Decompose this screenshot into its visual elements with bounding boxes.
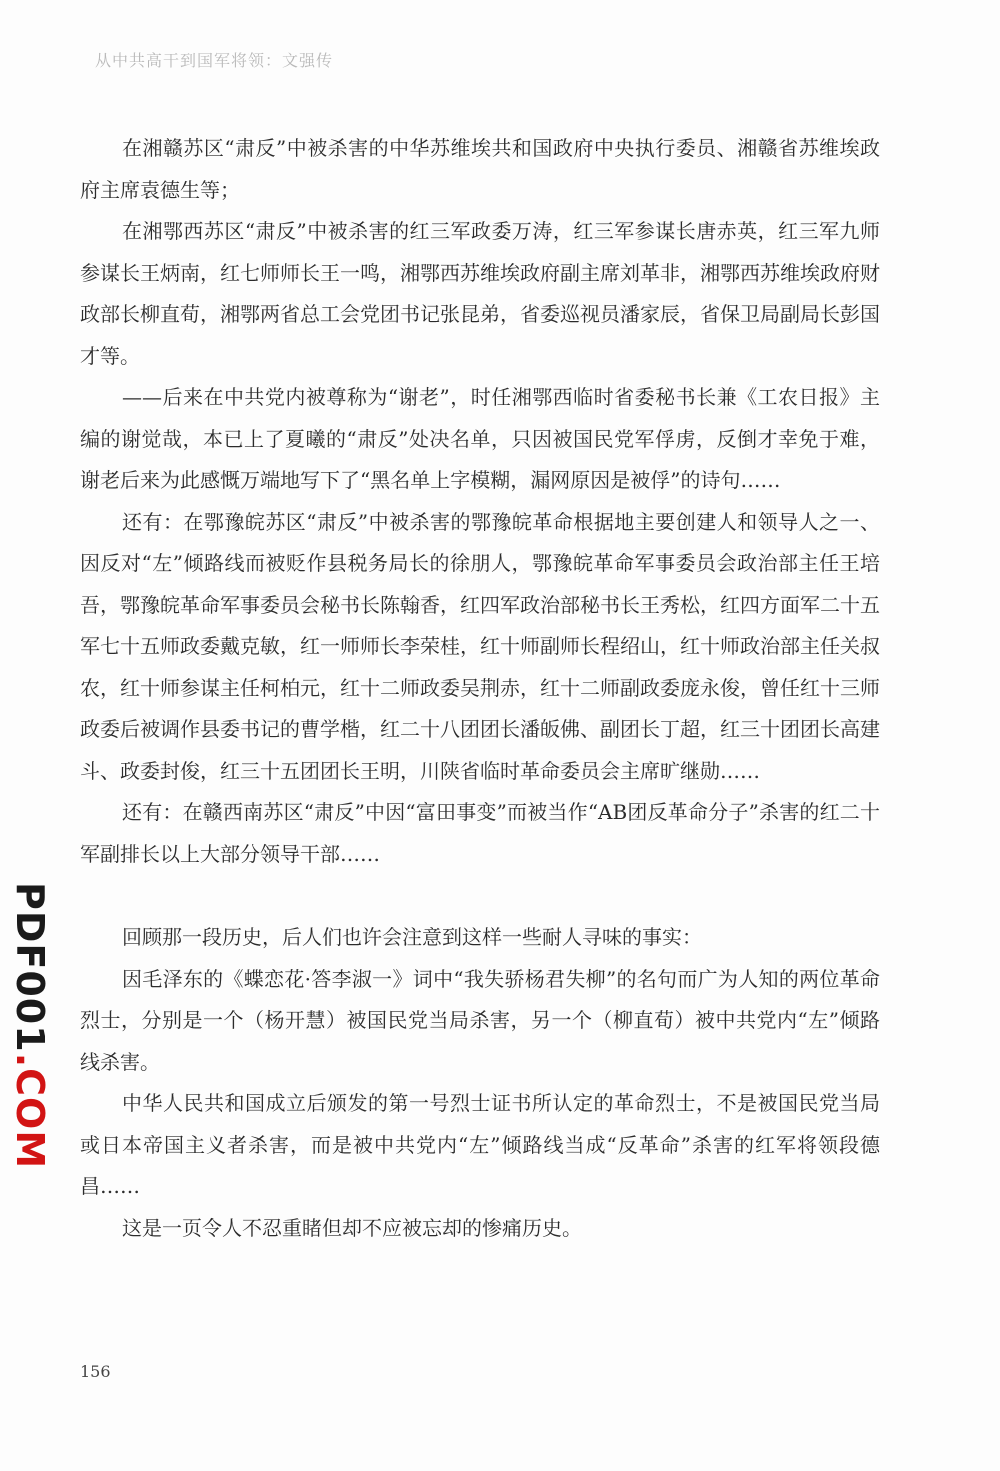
watermark-text-main: PDF001: [8, 882, 52, 1053]
paragraph: 这是一页令人不忍重睹但却不应被忘却的惨痛历史。: [122, 1215, 582, 1240]
watermark-text-domain: .COM: [8, 1052, 52, 1170]
paragraph: 还有：在赣西南苏区“肃反”中因“富田事变”而被当作“AB团反革命分子”杀害的红二十军副排长以上大部分领导干部……: [80, 800, 880, 866]
section-gap: [80, 875, 880, 917]
paragraph: ——后来在中共党内被尊称为“谢老”，时任湘鄂西临时省委秘书长兼《工农日报》主编的谢觉哉，本已上了夏曦的“肃反”处决名单，只因被国民党军俘虏，反倒才幸免于难，谢老后来为此感慨万端地写下了“黑名单上字模糊，漏网原因是被俘”的诗句……: [80, 385, 880, 492]
paragraph: 回顾那一段历史，后人们也许会注意到这样一些耐人寻味的事实：: [122, 925, 702, 949]
watermark-logo: [8, 882, 52, 1170]
paragraph: 在湘赣苏区“肃反”中被杀害的中华苏维埃共和国政府中央执行委员、湘赣省苏维埃政府主席袁德生等；: [80, 136, 880, 202]
page-number: 156: [80, 1362, 111, 1381]
paragraph: 还有：在鄂豫皖苏区“肃反”中被杀害的鄂豫皖革命根据地主要创建人和领导人之一、因反对“左”倾路线而被贬作县税务局长的徐朋人，鄂豫皖革命军事委员会政治部主任王培吾，鄂豫皖革命军事委员会秘书长陈翰香，红四军政治部秘书长王秀松，红四方面军二十五军七十五师政委戴克敏，红一师师长李荣桂，红十师副师长程绍山，红十师政治部主任关叔农，红十师参谋主任柯柏元，红十二师政委吴荆赤，红十二师副政委庞永俊，曾任红十三师政委后被调作县委书记的曹学楷，红二十八团团长潘皈佛、副团长丁超，红三十团团长高建斗、政委封俊，红三十五团团长王明，川陕省临时革命委员会主席旷继勋……: [80, 509, 880, 783]
paragraph: 中华人民共和国成立后颁发的第一号烈士证书所认定的革命烈士，不是被国民党当局或日本帝国主义者杀害，而是被中共党内“左”倾路线当成“反革命”杀害的红军将领段德昌……: [80, 1091, 880, 1198]
body-text: [80, 128, 880, 1249]
paragraph: 因毛泽东的《蝶恋花·答李淑一》词中“我失骄杨君失柳”的名句而广为人知的两位革命烈士，分别是一个（杨开慧）被国民党当局杀害，另一个（柳直荀）被中共党内“左”倾路线杀害。: [80, 966, 880, 1074]
paragraph: 在湘鄂西苏区“肃反”中被杀害的红三军政委万涛，红三军参谋长唐赤英，红三军九师参谋长王炳南，红七师师长王一鸣，湘鄂西苏维埃政府副主席刘革非，湘鄂西苏维埃政府财政部长柳直荀，湘鄂两省总工会党团书记张昆弟，省委巡视员潘家辰，省保卫局副局长彭国才等。: [80, 219, 880, 368]
running-header: 从中共高干到国军将领：文强传: [95, 51, 334, 70]
